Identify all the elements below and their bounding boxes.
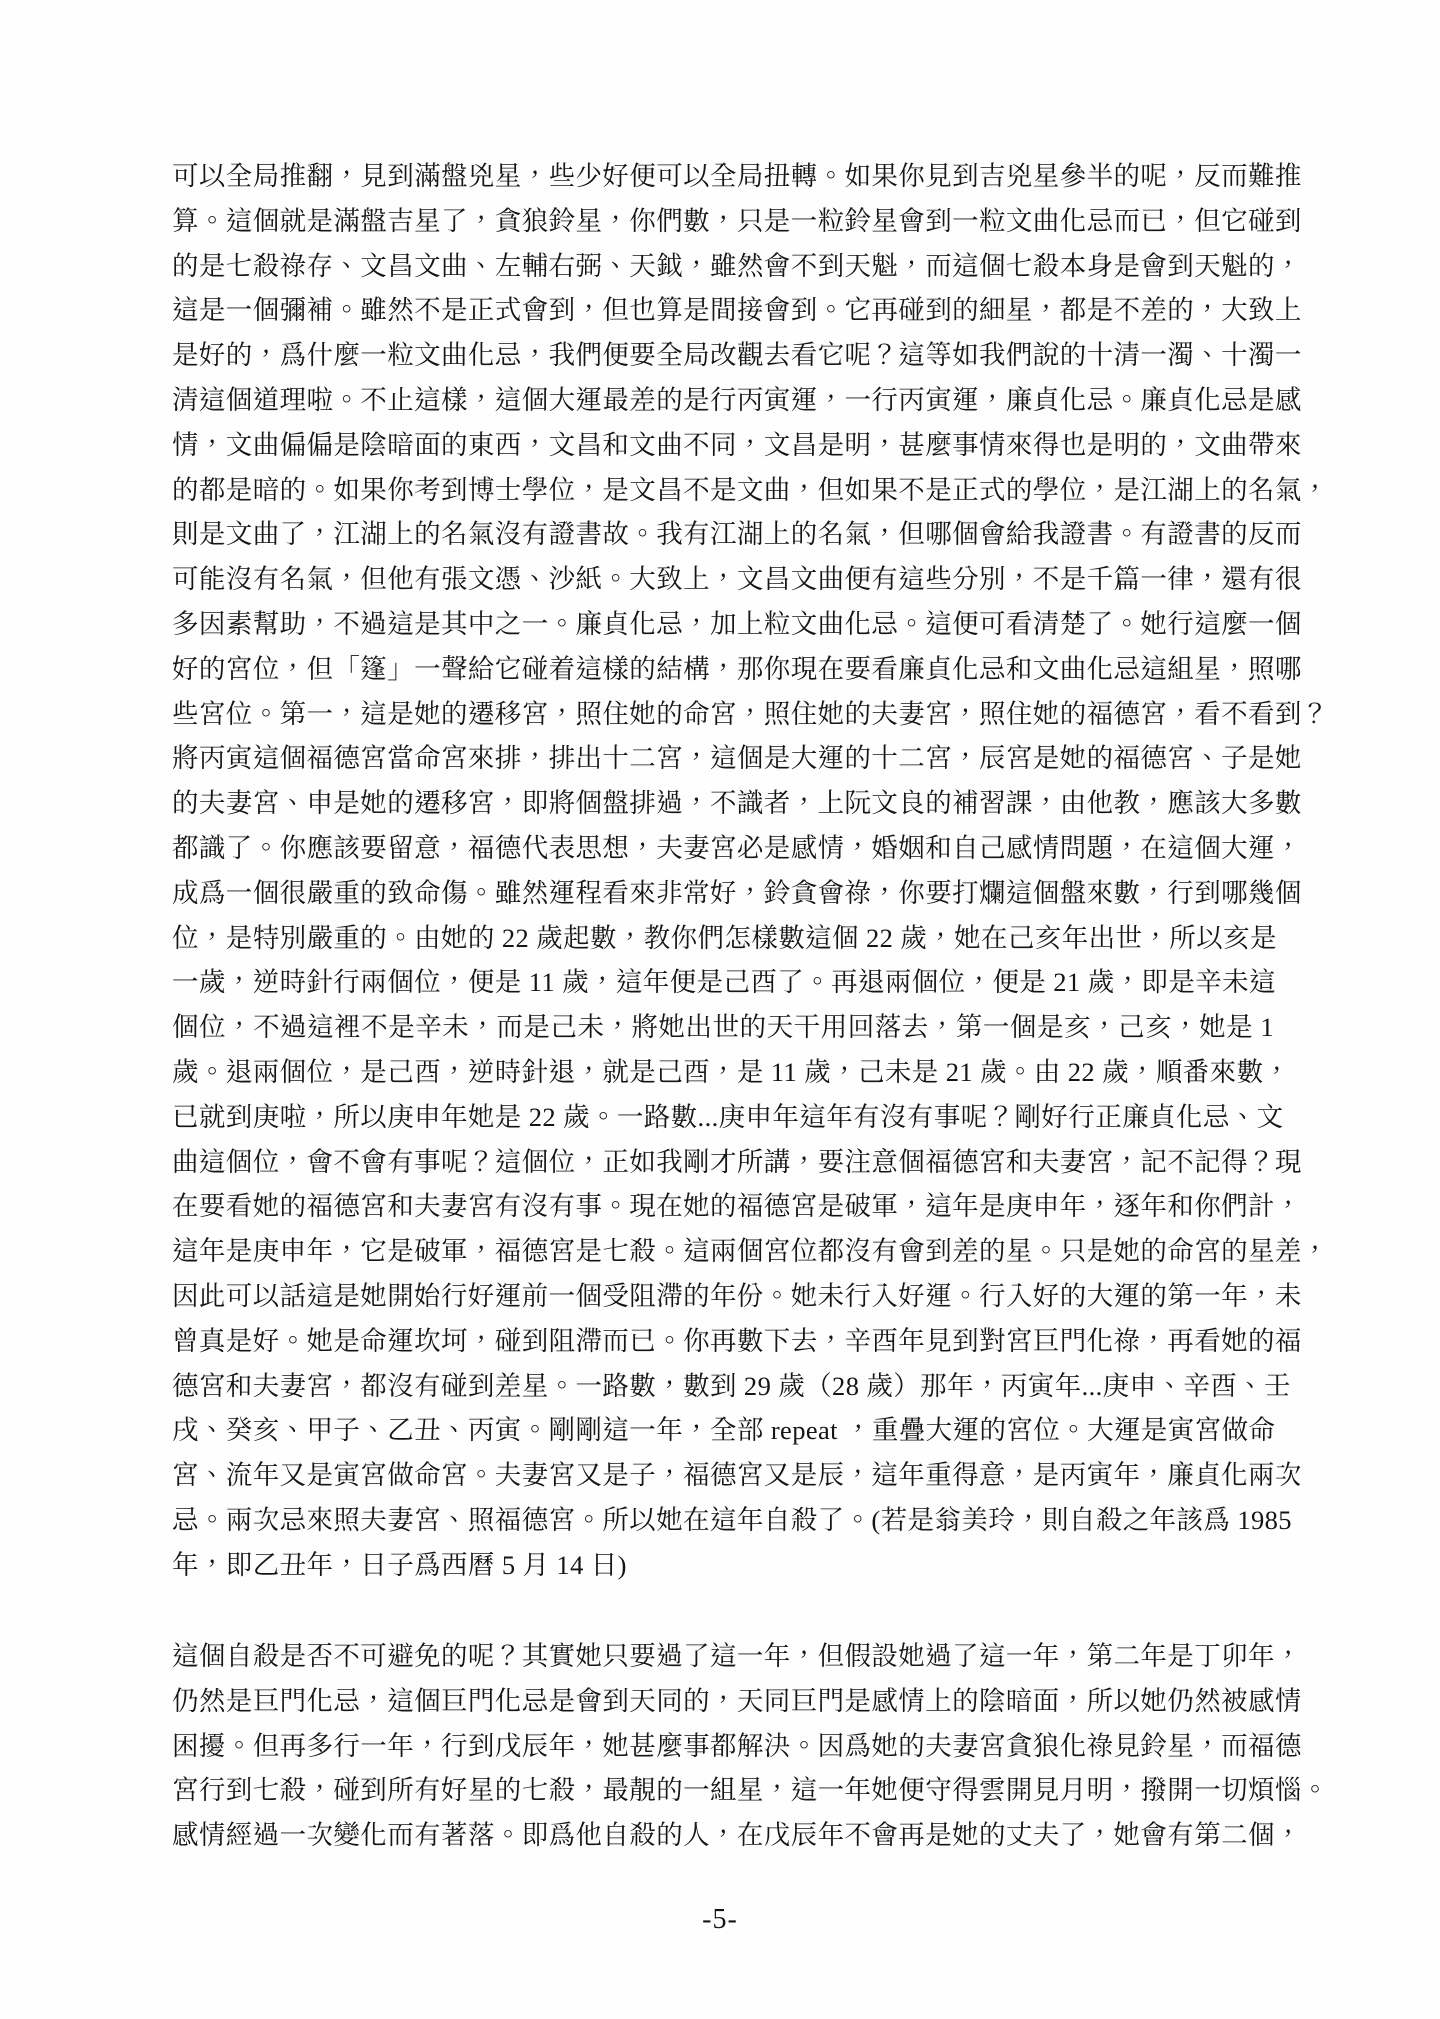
text-line: 忌。兩次忌來照夫妻宮、照福德宮。所以她在這年自殺了。(若是翁美玲，則自殺之年該爲 1985 [172, 1504, 1292, 1535]
text-line: 這個自殺是否不可避免的呢？其實她只要過了這一年，但假設她過了這一年，第二年是丁卯年， [172, 1641, 1302, 1671]
text-line: 這年是庚申年，它是破軍，福德宮是七殺。這兩個宮位都沒有會到差的星。只是她的命宮的星差， [172, 1236, 1329, 1267]
text-line: 個位，不過這裡不是辛未，而是己未，將她出世的天干用回落去，第一個是亥，己亥，她是 1 [172, 1012, 1274, 1043]
text-line: 宮行到七殺，碰到所有好星的七殺，最靚的一組星，這一年她便守得雲開見月明，撥開一切煩惱。 [172, 1775, 1329, 1806]
text-line: 已就到庚啦，所以庚申年她是 22 歲。一路數...庚申年這年有沒有事呢？剛好行正廉貞化忌、文 [172, 1101, 1284, 1132]
text-line: 是好的，爲什麼一粒文曲化忌，我們便要全局改觀去看它呢？這等如我們說的十清一濁、十濁一 [172, 340, 1302, 371]
text-line: 都識了。你應該要留意，福德代表思想，夫妻宮必是感情，婚姻和自己感情問題，在這個大運， [172, 832, 1302, 863]
text-line: 在要看她的福德宮和夫妻宮有沒有事。現在她的福德宮是破軍，這年是庚申年，逐年和你們計， [172, 1191, 1302, 1222]
text-line: 將丙寅這個福德宮當命宮來排，排出十二宮，這個是大運的十二宮，辰宮是她的福德宮、子是她 [172, 743, 1302, 774]
text-line: 的夫妻宮、申是她的遷移宮，即將個盤排過，不識者，上阮文良的補習課，由他教，應該大多數 [172, 788, 1302, 819]
paragraph-1 [172, 154, 1329, 1588]
text-line: 成爲一個很嚴重的致命傷。雖然運程看來非常好，鈴貪會祿，你要打爛這個盤來數，行到哪幾個 [172, 877, 1302, 908]
text-line: 困擾。但再多行一年，行到戊辰年，她甚麼事都解決。因爲她的夫妻宮貪狼化祿見鈴星，而福德 [172, 1730, 1302, 1761]
text-line: 這是一個彌補。雖然不是正式會到，但也算是間接會到。它再碰到的細星，都是不差的，大致上 [172, 295, 1302, 326]
text-line: 宮、流年又是寅宮做命宮。夫妻宮又是子，福德宮又是辰，這年重得意，是丙寅年，廉貞化兩次 [172, 1460, 1302, 1491]
text-line: 多因素幫助，不過這是其中之一。廉貞化忌，加上粒文曲化忌。這便可看清楚了。她行這麼一個 [172, 608, 1302, 639]
paragraph-2 [172, 1634, 1329, 1858]
text-line: 德宮和夫妻宮，都沒有碰到差星。一路數，數到 29 歲（28 歲）那年，丙寅年...庚申、辛酉、壬 [172, 1370, 1291, 1401]
text-line: 一歲，逆時針行兩個位，便是 11 歲，這年便是己酉了。再退兩個位，便是 21 歲，即是辛未這 [172, 967, 1276, 998]
page-number: -5- [702, 1904, 738, 1935]
text-line: 感情經過一次變化而有著落。即爲他自殺的人，在戊辰年不會再是她的丈夫了，她會有第二個， [172, 1820, 1302, 1851]
text-line: 可以全局推翻，見到滿盤兇星，些少好便可以全局扭轉。如果你見到吉兇星參半的呢，反而難推 [172, 161, 1302, 191]
text-line: 年，即乙丑年，日子爲西曆 5 月 14 日) [172, 1549, 627, 1580]
text-line: 的是七殺祿存、文昌文曲、左輔右弼、天鉞，雖然會不到天魁，而這個七殺本身是會到天魁的， [172, 250, 1302, 281]
text-line: 好的宮位，但「篷」一聲給它碰着這樣的結構，那你現在要看廉貞化忌和文曲化忌這組星，照哪 [172, 653, 1302, 684]
text-line: 的都是暗的。如果你考到博士學位，是文昌不是文曲，但如果不是正式的學位，是江湖上的名氣， [172, 474, 1329, 505]
text-line: 歲。退兩個位，是己酉，逆時針退，就是己酉，是 11 歲，己未是 21 歲。由 22 歲，順番來數， [172, 1056, 1291, 1087]
text-line: 因此可以話這是她開始行好運前一個受阻滯的年份。她未行入好運。行入好的大運的第一年，未 [172, 1280, 1302, 1311]
text-line: 戌、癸亥、甲子、乙丑、丙寅。剛剛這一年，全部 repeat ，重疊大運的宮位。大運是寅宮做命 [172, 1415, 1276, 1446]
text-line: 曲這個位，會不會有事呢？這個位，正如我剛才所講，要注意個福德宮和夫妻宮，記不記得？現 [172, 1146, 1302, 1177]
text-line: 清這個道理啦。不止這樣，這個大運最差的是行丙寅運，一行丙寅運，廉貞化忌。廉貞化忌是感 [172, 384, 1302, 415]
text-line: 算。這個就是滿盤吉星了，貪狼鈴星，你們數，只是一粒鈴星會到一粒文曲化忌而已，但它碰到 [172, 205, 1302, 236]
text-line: 情，文曲偏偏是陰暗面的東西，文昌和文曲不同，文昌是明，甚麼事情來得也是明的，文曲帶來 [172, 429, 1302, 460]
text-line: 些宮位。第一，這是她的遷移宮，照住她的命宮，照住她的夫妻宮，照住她的福德宮，看不看到？ [172, 698, 1329, 729]
text-line: 曾真是好。她是命運坎坷，碰到阻滯而已。你再數下去，辛酉年見到對宮巨門化祿，再看她的福 [172, 1325, 1302, 1356]
text-line: 仍然是巨門化忌，這個巨門化忌是會到天同的，天同巨門是感情上的陰暗面，所以她仍然被感情 [172, 1685, 1302, 1716]
text-line: 則是文曲了，江湖上的名氣沒有證書故。我有江湖上的名氣，但哪個會給我證書。有證書的反而 [172, 519, 1302, 550]
text-line: 可能沒有名氣，但他有張文憑、沙紙。大致上，文昌文曲便有這些分別，不是千篇一律，還有很 [172, 564, 1302, 595]
text-line: 位，是特別嚴重的。由她的 22 歲起數，教你們怎樣數這個 22 歲，她在己亥年出世，所以亥是 [172, 922, 1277, 953]
